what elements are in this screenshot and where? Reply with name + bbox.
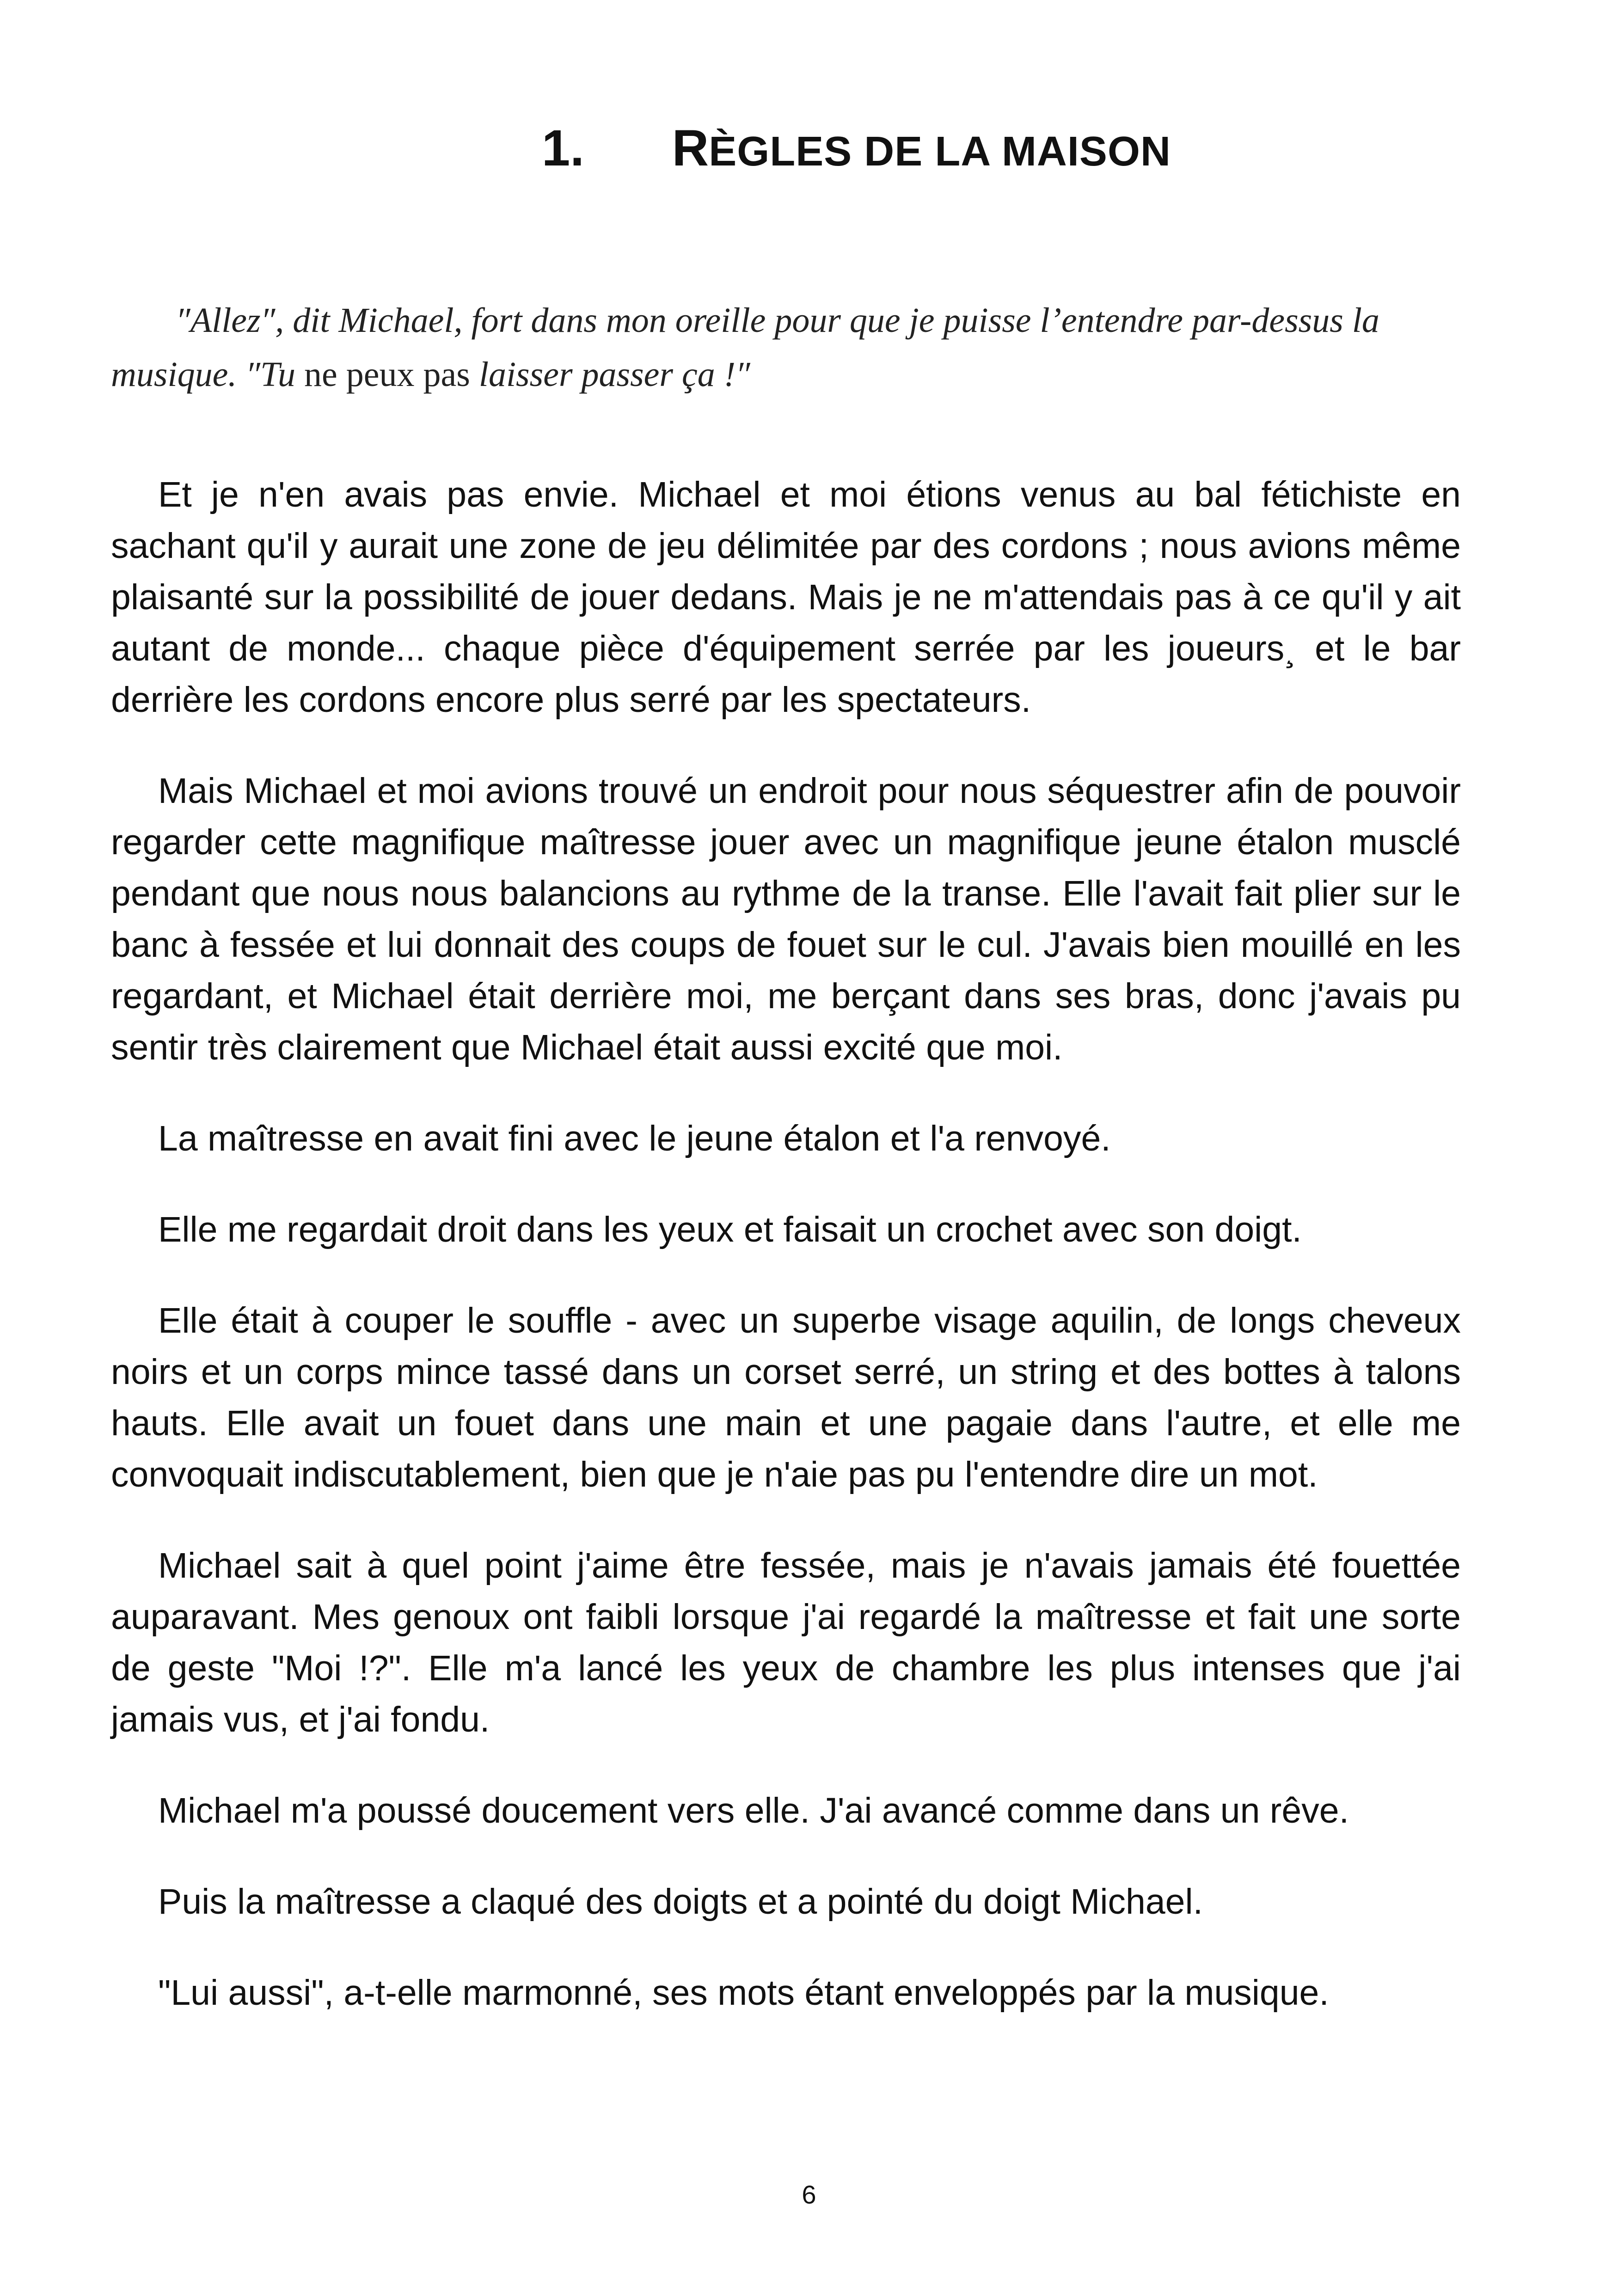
chapter-title: ÈGLES DE LA MAISON [709,129,1171,175]
opening-quote-part-1: ″Allez″, dit Michael, fort dans mon oreille pour que je puisse l’entendre par-dessus la musique. ″Tu [111,301,1379,394]
opening-quote-part-3: laisser passer ça !″ [470,355,750,394]
chapter-title-initial: R [672,120,709,177]
chapter-number: 1. [542,120,584,177]
chapter-heading [0,118,1618,179]
body-text [111,469,1461,2058]
paragraph: Michael sait à quel point j'aime être fessée, mais je n'avais jamais été fouettée auparavant. Mes genoux ont faibli lorsque j'ai regardé la maîtresse et fait une sorte de geste "Moi !?". Elle m'a lancé les yeux de chambre les plus intenses que j'ai jamais vus, et j'ai fondu. [111,1546,1461,1739]
paragraph: Elle me regardait droit dans les yeux et faisait un crochet avec son doigt. [158,1210,1302,1249]
paragraph: Mais Michael et moi avions trouvé un endroit pour nous séquestrer afin de pouvoir regarder cette magnifique maîtresse jouer avec un magnifique jeune étalon musclé pendant que nous nous balancions au rythme de la transe. Elle l'avait fait plier sur le banc à fessée et lui donnait des coups de fouet sur le cul. J'avais bien mouillé en les regardant, et Michael était derrière moi, me berçant dans ses bras, donc j'avais pu sentir très clairement que Michael était aussi excité que moi. [111,771,1461,1067]
opening-quote-part-2: ne peux pas [304,355,470,394]
paragraph: La maîtresse en avait fini avec le jeune étalon et l'a renvoyé. [158,1119,1111,1158]
paragraph: "Lui aussi", a-t-elle marmonné, ses mots étant enveloppés par la musique. [158,1973,1329,2013]
opening-quote [111,294,1410,402]
page-number: 6 [802,2180,816,2209]
paragraph: Michael m'a poussé doucement vers elle. J'ai avancé comme dans un rêve. [158,1791,1349,1831]
paragraph: Et je n'en avais pas envie. Michael et moi étions venus au bal fétichiste en sachant qu'il y aurait une zone de jeu délimitée par des cordons ; nous avions même plaisanté sur la possibilité de jouer dedans. Mais je ne m'attendais pas à ce qu'il y ait autant de monde... chaque pièce d'équipement serrée par les joueurs¸ et le bar derrière les cordons encore plus serré par les spectateurs. [111,475,1461,720]
paragraph: Elle était à couper le souffle - avec un superbe visage aquilin, de longs cheveux noirs et un corps mince tassé dans un corset serré, un string et des bottes à talons hauts. Elle avait un fouet dans une main et une pagaie dans l'autre, et elle me convoquait indiscutablement, bien que je n'aie pas pu l'entendre dire un mot. [111,1301,1461,1494]
paragraph: Puis la maîtresse a claqué des doigts et a pointé du doigt Michael. [158,1882,1203,1922]
